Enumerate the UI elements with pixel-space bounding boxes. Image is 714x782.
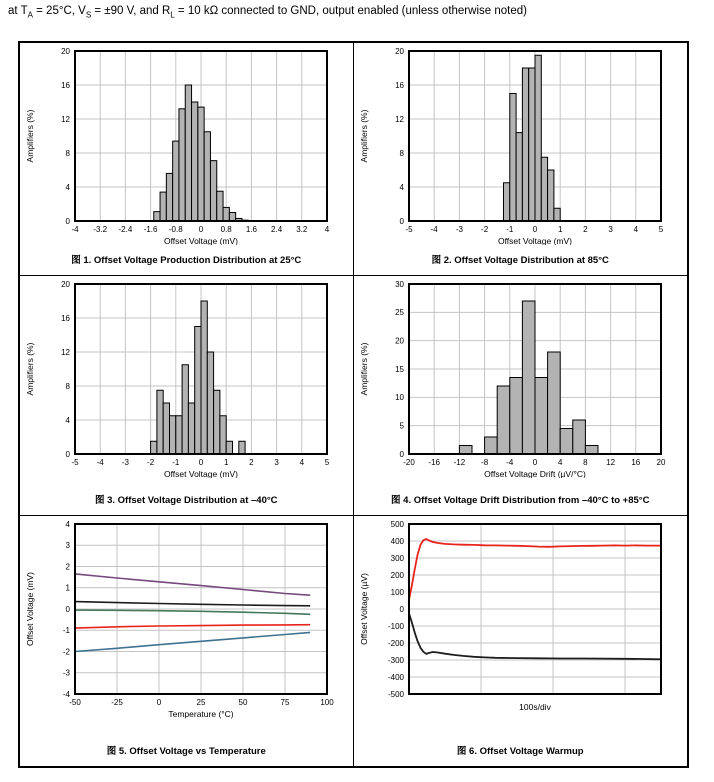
svg-text:Amplifiers (%): Amplifiers (%)	[359, 109, 370, 163]
figure-caption-3: 图 3. Offset Voltage Distribution at –40°C	[94, 494, 278, 506]
svg-text:20: 20	[656, 458, 666, 467]
svg-text:100: 100	[390, 587, 405, 597]
svg-text:Amplifiers (%): Amplifiers (%)	[359, 342, 370, 396]
svg-text:16: 16	[395, 80, 405, 90]
svg-text:-200: -200	[388, 638, 405, 648]
svg-text:20: 20	[395, 336, 405, 346]
chart-fig3-offset-voltage-distribution-minus40c	[21, 278, 351, 478]
svg-text:3.2: 3.2	[296, 225, 308, 234]
svg-text:300: 300	[390, 553, 405, 563]
svg-text:0: 0	[199, 225, 204, 234]
svg-text:200: 200	[390, 570, 405, 580]
svg-text:4: 4	[399, 182, 405, 192]
figure-cell-3	[20, 276, 354, 516]
svg-text:12: 12	[395, 114, 405, 124]
svg-text:25: 25	[395, 308, 405, 318]
chart-fig4-offset-voltage-drift-distribution	[355, 278, 685, 478]
chart-fig2-offset-voltage-distribution-85c	[355, 45, 685, 245]
svg-text:25: 25	[196, 698, 206, 707]
svg-text:30: 30	[395, 279, 405, 289]
svg-text:-4: -4	[63, 689, 71, 699]
svg-text:3: 3	[65, 541, 71, 551]
svg-text:4: 4	[65, 415, 71, 425]
svg-text:0: 0	[399, 216, 405, 226]
svg-text:10: 10	[395, 393, 405, 403]
svg-text:Offset Voltage (mV): Offset Voltage (mV)	[164, 236, 239, 245]
figure-cell-5	[20, 516, 354, 766]
svg-text:-50: -50	[69, 698, 82, 707]
svg-text:8: 8	[583, 458, 588, 467]
svg-text:-1: -1	[63, 626, 71, 635]
svg-text:1: 1	[558, 225, 563, 234]
figure-caption-2: 图 2. Offset Voltage Distribution at 85°C	[431, 254, 609, 266]
svg-text:-5: -5	[405, 225, 413, 234]
svg-text:400: 400	[390, 536, 405, 546]
svg-text:4: 4	[299, 458, 305, 467]
svg-text:-20: -20	[403, 458, 416, 467]
svg-text:-3.2: -3.2	[93, 225, 108, 234]
svg-text:12: 12	[61, 114, 71, 124]
svg-text:-16: -16	[428, 458, 441, 467]
svg-text:0: 0	[65, 216, 71, 226]
figure-caption-4: 图 4. Offset Voltage Drift Distribution from –40°C to +85°C	[391, 494, 650, 506]
figure-cell-4	[354, 276, 688, 516]
svg-text:Amplifiers (%): Amplifiers (%)	[25, 109, 36, 163]
svg-text:50: 50	[238, 698, 248, 707]
svg-text:75: 75	[280, 698, 290, 707]
chart-fig6-offset-voltage-warmup	[355, 518, 685, 723]
svg-text:5: 5	[659, 225, 664, 234]
svg-text:2: 2	[65, 562, 71, 572]
svg-text:Offset Voltage (mV): Offset Voltage (mV)	[498, 236, 573, 245]
svg-text:1: 1	[65, 583, 71, 593]
svg-text:20: 20	[395, 46, 405, 56]
figure-grid	[18, 41, 689, 768]
svg-text:16: 16	[631, 458, 641, 467]
svg-text:8: 8	[65, 148, 71, 158]
svg-text:16: 16	[61, 313, 71, 323]
svg-text:-25: -25	[111, 698, 124, 707]
svg-text:2: 2	[249, 458, 254, 467]
svg-text:1.6: 1.6	[246, 225, 258, 234]
figure-caption-6: 图 6. Offset Voltage Warmup	[456, 745, 584, 757]
svg-text:500: 500	[390, 519, 405, 529]
svg-text:-4: -4	[430, 225, 439, 234]
svg-text:-500: -500	[388, 689, 405, 699]
figure-caption-5: 图 5. Offset Voltage vs Temperature	[106, 745, 266, 757]
figure-cell-6	[354, 516, 688, 766]
svg-text:2: 2	[583, 225, 588, 234]
svg-text:16: 16	[61, 80, 71, 90]
svg-text:0: 0	[399, 449, 405, 459]
svg-text:-300: -300	[388, 655, 405, 665]
svg-text:-2: -2	[147, 458, 155, 467]
svg-text:15: 15	[395, 364, 405, 374]
chart-fig5-offset-voltage-vs-temperature	[21, 518, 351, 723]
chart-fig1-offset-voltage-production-distribution-25c	[21, 45, 351, 245]
svg-text:5: 5	[399, 421, 405, 431]
svg-text:12: 12	[61, 347, 71, 357]
svg-text:-2: -2	[63, 647, 71, 657]
svg-text:3: 3	[608, 225, 614, 234]
svg-text:12: 12	[606, 458, 616, 467]
svg-text:2.4: 2.4	[271, 225, 283, 234]
svg-text:0: 0	[199, 458, 204, 467]
svg-text:Amplifiers (%): Amplifiers (%)	[25, 342, 36, 396]
svg-text:-3: -3	[122, 458, 130, 467]
svg-text:-0.8: -0.8	[169, 225, 183, 234]
svg-text:-8: -8	[481, 458, 489, 467]
svg-text:Offset Voltage (mV): Offset Voltage (mV)	[164, 469, 239, 478]
svg-text:3: 3	[274, 458, 280, 467]
svg-text:-12: -12	[453, 458, 466, 467]
svg-text:Offset Voltage Drift (µV/°C): Offset Voltage Drift (µV/°C)	[484, 469, 587, 478]
svg-text:8: 8	[399, 148, 405, 158]
svg-text:4: 4	[558, 458, 563, 467]
svg-text:100: 100	[320, 698, 334, 707]
svg-text:0: 0	[533, 225, 538, 234]
svg-text:20: 20	[61, 46, 71, 56]
svg-text:100s/div: 100s/div	[519, 702, 552, 712]
svg-text:0: 0	[65, 604, 71, 614]
svg-text:-4: -4	[71, 225, 79, 234]
svg-text:-3: -3	[63, 668, 71, 678]
svg-text:-400: -400	[388, 672, 405, 682]
svg-text:-1.6: -1.6	[143, 225, 158, 234]
svg-text:4: 4	[65, 519, 71, 529]
svg-text:-1: -1	[506, 225, 514, 234]
figure-cell-1	[20, 43, 354, 276]
test-conditions-text: at $T_A = 25^\circ C$, $V_S = \pm 90$ V, and $R_L = 10$ kΩ connected to GND, output enabled (unless otherwise noted)	[8, 5, 527, 20]
svg-text:0: 0	[157, 698, 162, 707]
svg-text:0: 0	[399, 604, 405, 614]
svg-text:0: 0	[533, 458, 538, 467]
svg-text:4: 4	[633, 225, 639, 234]
svg-text:Temperature (°C): Temperature (°C)	[168, 709, 234, 719]
svg-text:5: 5	[325, 458, 330, 467]
svg-text:20: 20	[61, 279, 71, 289]
figure-caption-1: 图 1. Offset Voltage Production Distribution at 25°C	[71, 254, 302, 266]
svg-text:-4: -4	[96, 458, 105, 467]
svg-text:-1: -1	[172, 458, 180, 467]
svg-text:-3: -3	[456, 225, 464, 234]
svg-text:4: 4	[325, 225, 330, 234]
svg-text:Offset Voltage (mV): Offset Voltage (mV)	[25, 571, 36, 647]
figure-cell-2	[354, 43, 688, 276]
svg-text:1: 1	[224, 458, 229, 467]
svg-text:0: 0	[65, 449, 71, 459]
svg-text:-100: -100	[388, 621, 405, 631]
svg-text:-2.4: -2.4	[118, 225, 133, 234]
svg-text:Offset Voltage (µV): Offset Voltage (µV)	[359, 573, 370, 645]
svg-text:-2: -2	[481, 225, 489, 234]
svg-text:-5: -5	[71, 458, 79, 467]
svg-text:0.8: 0.8	[220, 225, 233, 234]
svg-text:-4: -4	[506, 458, 514, 467]
svg-text:8: 8	[65, 381, 71, 391]
svg-text:4: 4	[65, 182, 71, 192]
